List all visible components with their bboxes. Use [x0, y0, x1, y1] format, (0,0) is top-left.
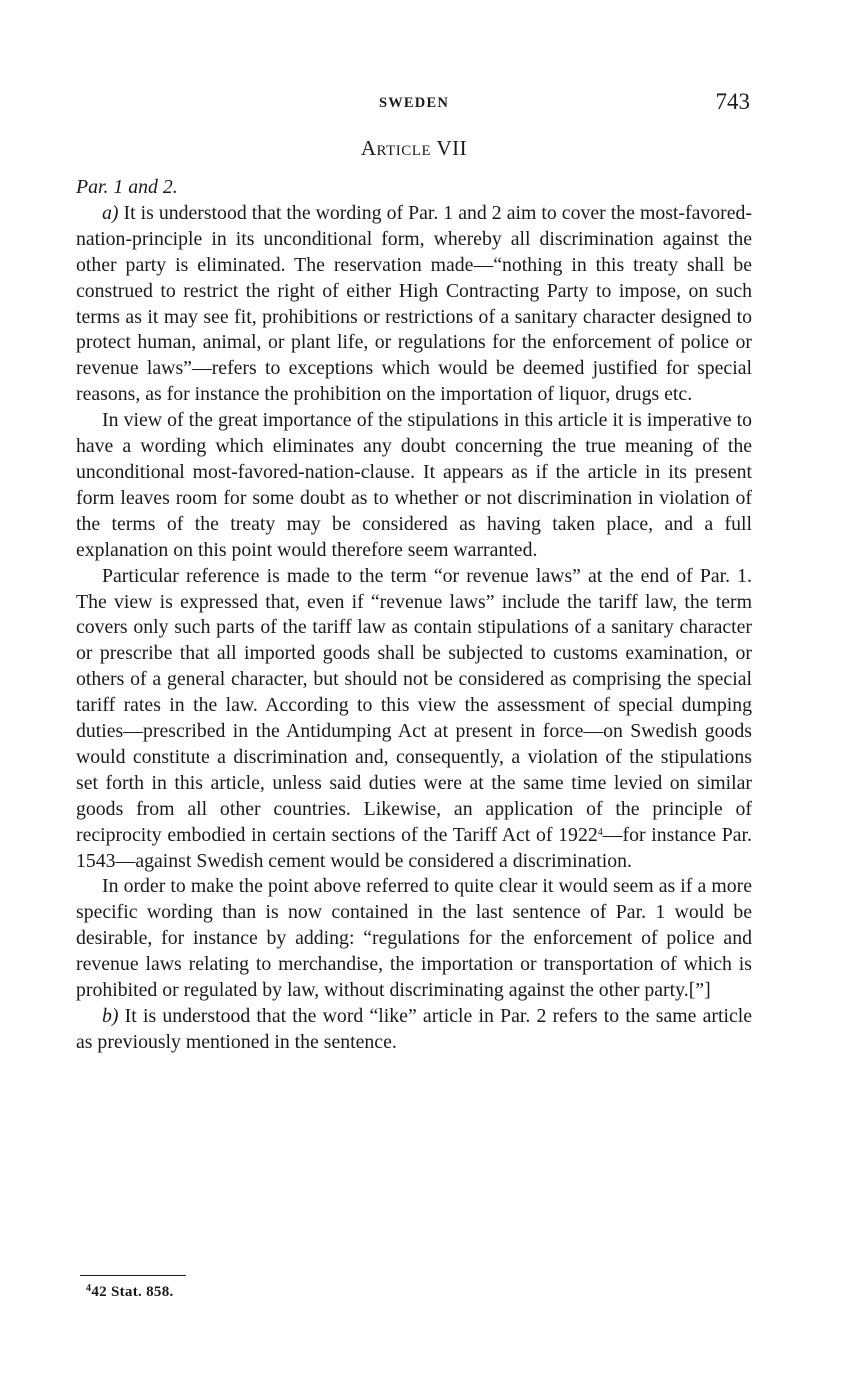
article-heading: Article VII — [360, 136, 468, 160]
footnote-number: 4 — [86, 1283, 92, 1294]
page-number: 743 — [715, 89, 750, 114]
paragraph-3-text-after-note: —for instance Par. 1543—against Swedish cement would be considered a discrimination. — [76, 823, 753, 872]
running-title: SWEDEN — [378, 95, 450, 111]
paragraph-a — [76, 201, 752, 408]
paragraph-b-text: It is understood that the word “like” article in Par. 2 refers to the same article as previously mentioned in the sentence. — [76, 1005, 752, 1053]
paragraph-3 — [76, 564, 752, 875]
running-header — [78, 89, 750, 122]
paragraph-2: In view of the great importance of the stipulations in this article it is imperative to have a wording which eliminates any doubt concerning the true meaning of the unconditional most-favored-nation-clause. It appears as if the article in its present form leaves room for some doubt as to whether or not discrimination in violation of the terms of the treaty may be considered as having taken place, and a full explanation on this point would therefore seem warranted. — [76, 409, 752, 561]
footnote-reference: 4 — [597, 826, 603, 838]
footnote-text: 42 Stat. 858. — [91, 1284, 174, 1300]
footnote-divider — [80, 1275, 186, 1276]
article-body — [76, 175, 752, 1056]
paragraph-4: In order to make the point above referred to quite clear it would seem as if a more specific wording than is now contained in the last sentence of Par. 1 would be desirable, for instance by adding: “regulations for the enforcement of police and revenue laws relating to merchandise, the importation or transportation of which is prohibited or regulated by law, without discriminating against the other party.[”] — [76, 875, 752, 1002]
paragraph-a-text: It is understood that the wording of Par. 1 and 2 aim to cover the most-favored-nation-principle in its unconditional form, whereby all discrimination against the other party is eliminated. The reservation made—“nothing in this treaty shall be construed to restrict the right of either High Contracting Party to impose, on such terms as it may see fit, prohibitions or restrictions of a sanitary character designed to protect human, animal, or plant life, or regulations for the enforcement of police or revenue laws”—refers to exceptions which would be deemed justified for special reasons, as for instance the prohibition on the importation of liquor, drugs etc. — [76, 201, 752, 406]
paragraph-3-text-before-note: Particular reference is made to the term “or revenue laws” at the end of Par. 1. The view is expressed that, even if “revenue laws” include the tariff law, the term covers only such parts of the tariff law as contain stipulations of a sanitary character or prescribe that all imported goods shall be subjected to customs examination, or others of a general character, but should not be considered as comprising the special tariff rates in the law. According to this view the assessment of special dumping duties—prescribed in the Antidumping Act at present in force—on Swedish goods would constitute a discrimination and, consequently, a violation of the stipulations set forth in this article, unless said duties were at the same time levied on similar goods from all other countries. Likewise, an application of the principle of reciprocity embodied in certain sections of the Tariff Act of 1922 — [76, 564, 752, 846]
paragraph-b — [76, 1004, 752, 1056]
paragraph-label-b: b) — [102, 1005, 119, 1027]
paragraph-label-a: a) — [102, 201, 119, 224]
section-subheading: Par. 1 and 2. — [76, 176, 178, 198]
footnote — [86, 1284, 174, 1301]
